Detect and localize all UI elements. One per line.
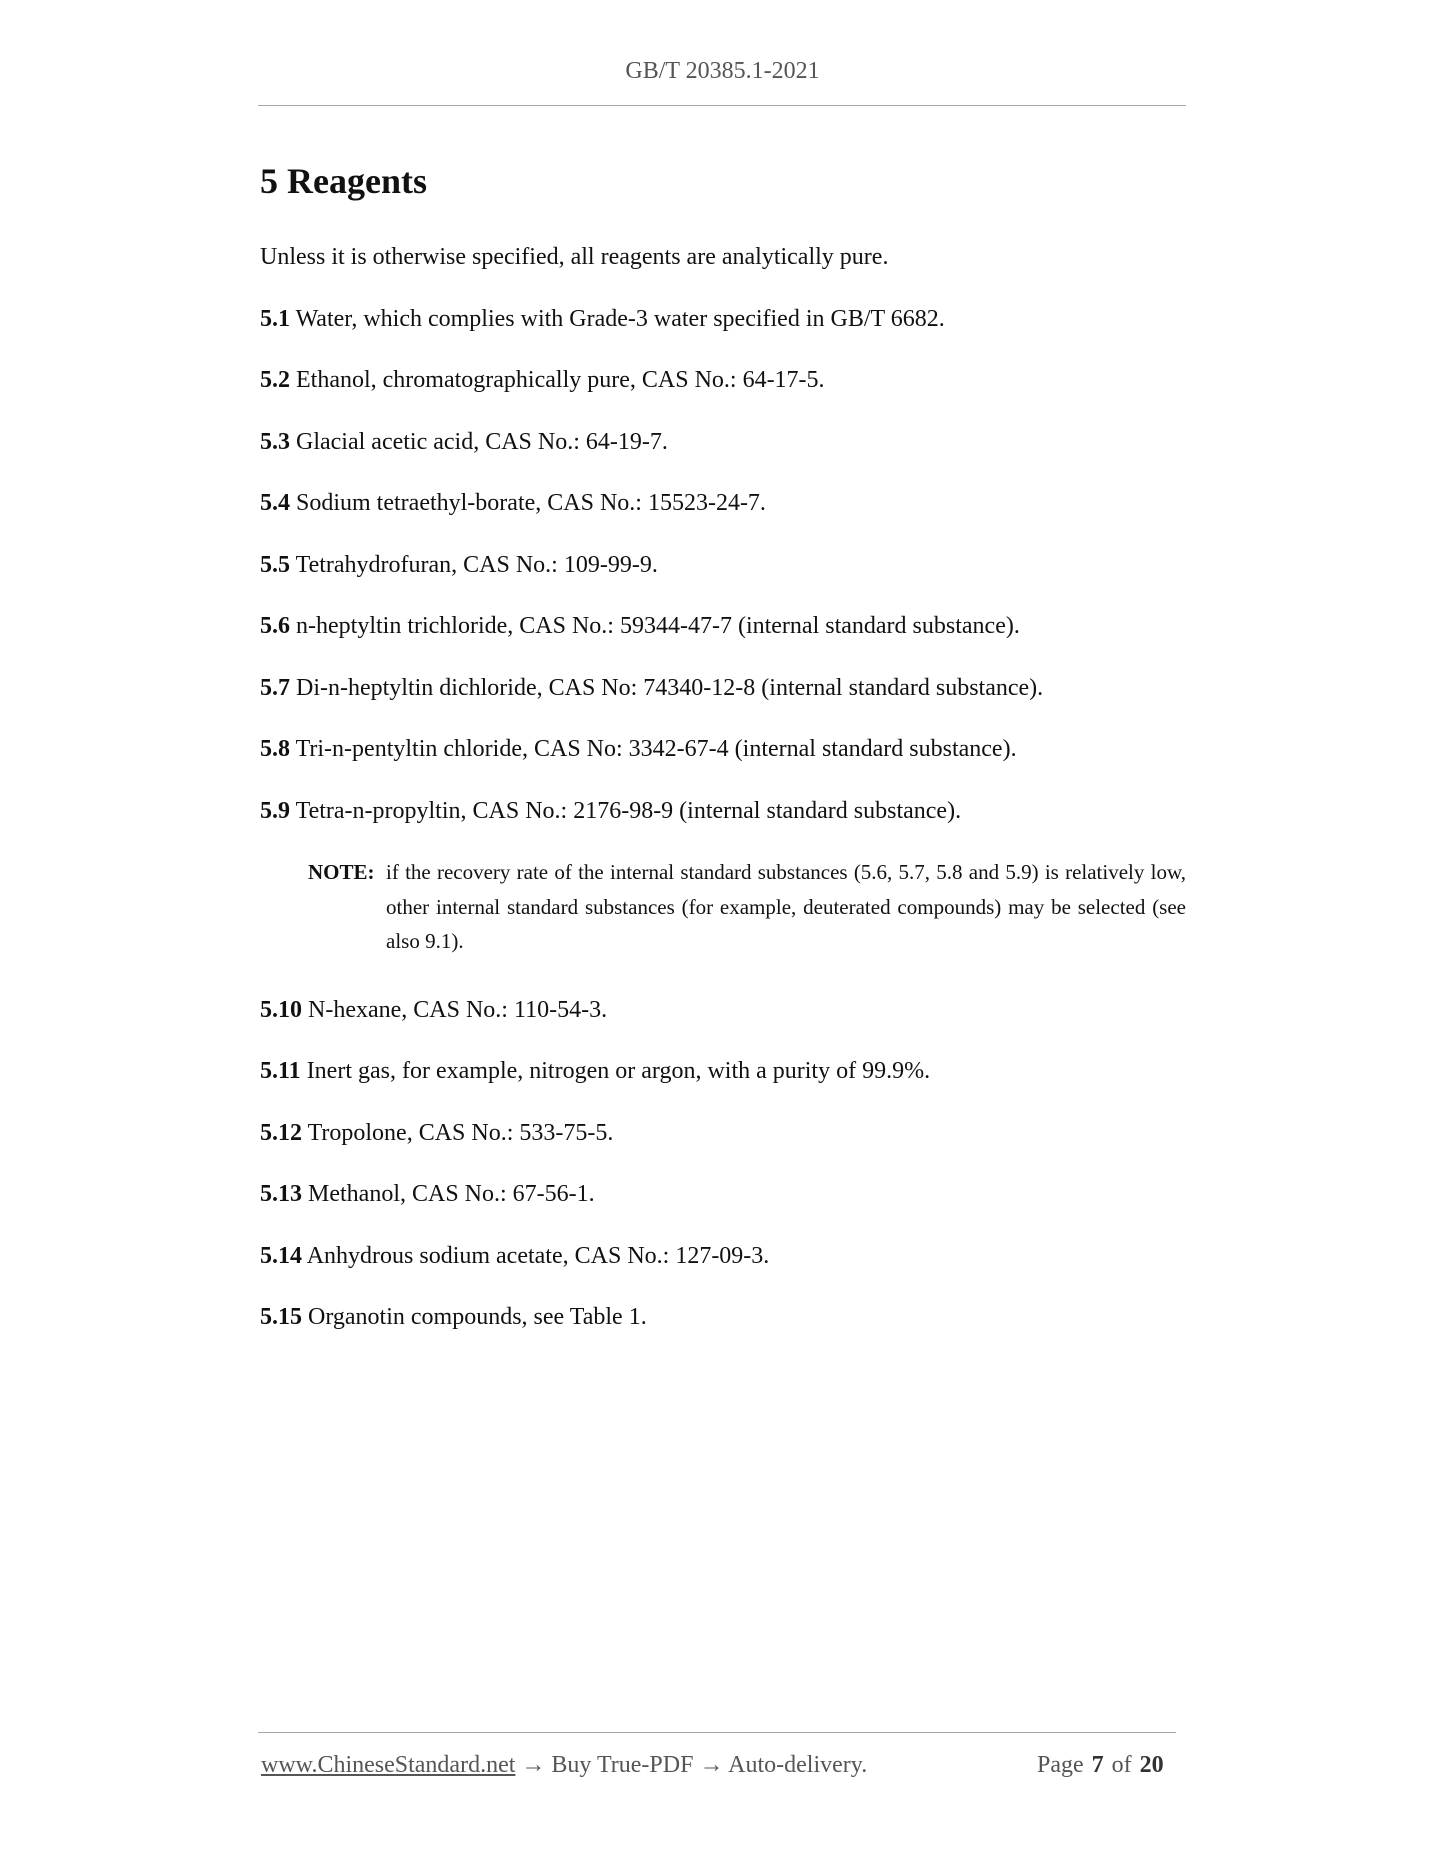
reagent-item bbox=[260, 1179, 1186, 1209]
item-text: Anhydrous sodium acetate, CAS No.: 127-09-3. bbox=[306, 1242, 770, 1269]
item-number: 5.4 bbox=[260, 490, 290, 516]
reagent-item bbox=[260, 734, 1186, 764]
page-number: 7 bbox=[1091, 1752, 1104, 1778]
reagent-item bbox=[260, 995, 1186, 1025]
note-label: NOTE: bbox=[308, 860, 375, 884]
reagent-item bbox=[260, 488, 1186, 518]
reagent-item bbox=[260, 611, 1186, 641]
item-number: 5.10 bbox=[260, 996, 302, 1023]
reagent-item bbox=[260, 1241, 1186, 1271]
intro-paragraph: Unless it is otherwise specified, all reagents are analytically pure. bbox=[260, 244, 889, 270]
item-text: Tri-n-pentyltin chloride, CAS No: 3342-67-4 (internal standard substance). bbox=[295, 736, 1017, 762]
item-number: 5.14 bbox=[260, 1242, 302, 1269]
reagent-item bbox=[260, 304, 1186, 334]
of-label: of bbox=[1111, 1752, 1132, 1778]
page-indicator bbox=[1037, 1752, 1164, 1779]
reagent-item bbox=[260, 673, 1186, 703]
section-heading: 5 Reagents bbox=[260, 161, 427, 201]
item-number: 5.9 bbox=[260, 797, 290, 824]
note-text: if the recovery rate of the internal standard substances (5.6, 5.7, 5.8 and 5.9) is relatively low, other internal standard substances (for example, deuterated compounds) may be selected (see also 9.1). bbox=[386, 860, 1186, 953]
item-text: Methanol, CAS No.: 67-56-1. bbox=[308, 1181, 595, 1207]
reagent-item bbox=[260, 796, 1186, 826]
item-number: 5.5 bbox=[260, 551, 290, 578]
item-text: Tetrahydrofuran, CAS No.: 109-99-9. bbox=[295, 551, 658, 578]
item-number: 5.6 bbox=[260, 613, 290, 639]
item-number: 5.2 bbox=[260, 367, 290, 393]
item-text: Ethanol, chromatographically pure, CAS No.: 64-17-5. bbox=[296, 367, 825, 393]
reagent-item bbox=[260, 1056, 1186, 1086]
item-text: Organotin compounds, see Table 1. bbox=[308, 1304, 647, 1330]
item-text: Di-n-heptyltin dichloride, CAS No: 74340-12-8 (internal standard substance). bbox=[296, 674, 1044, 701]
note-block bbox=[308, 855, 1186, 959]
item-number: 5.13 bbox=[260, 1181, 302, 1207]
running-header: GB/T 20385.1-2021 bbox=[625, 58, 820, 84]
page-label: Page bbox=[1037, 1752, 1084, 1778]
reagent-item bbox=[260, 365, 1186, 395]
website-link[interactable]: www.ChineseStandard.net bbox=[261, 1752, 516, 1778]
total-pages: 20 bbox=[1139, 1752, 1164, 1778]
buy-text: Buy True-PDF bbox=[551, 1752, 694, 1778]
item-number: 5.3 bbox=[260, 428, 290, 455]
item-text: n-heptyltin trichloride, CAS No.: 59344-47-7 (internal standard substance). bbox=[296, 613, 1020, 639]
item-number: 5.8 bbox=[260, 736, 290, 762]
item-number: 5.7 bbox=[260, 674, 290, 701]
item-text: Tetra-n-propyltin, CAS No.: 2176-98-9 (internal standard substance). bbox=[295, 797, 962, 824]
reagent-item bbox=[260, 1302, 1186, 1332]
header-divider bbox=[258, 105, 1186, 106]
item-number: 5.15 bbox=[260, 1304, 302, 1330]
item-text: Sodium tetraethyl-borate, CAS No.: 15523-24-7. bbox=[296, 490, 766, 516]
item-text: Inert gas, for example, nitrogen or argon, with a purity of 99.9%. bbox=[306, 1058, 931, 1084]
reagent-item bbox=[260, 427, 1186, 457]
reagent-item bbox=[260, 1118, 1186, 1148]
section-body bbox=[260, 242, 1186, 1364]
arrow-right-icon: → bbox=[521, 1752, 546, 1778]
footer-promo bbox=[261, 1752, 867, 1779]
footer-divider bbox=[258, 1732, 1176, 1733]
item-text: Glacial acetic acid, CAS No.: 64-19-7. bbox=[296, 428, 668, 455]
delivery-text: Auto-delivery. bbox=[728, 1752, 868, 1778]
item-number: 5.11 bbox=[260, 1058, 301, 1084]
arrow-right-icon: → bbox=[699, 1752, 724, 1778]
item-number: 5.12 bbox=[260, 1119, 302, 1146]
item-text: Tropolone, CAS No.: 533-75-5. bbox=[307, 1119, 614, 1146]
reagent-item bbox=[260, 550, 1186, 580]
item-number: 5.1 bbox=[260, 305, 290, 332]
item-text: N-hexane, CAS No.: 110-54-3. bbox=[308, 996, 608, 1023]
item-text: Water, which complies with Grade-3 water specified in GB/T 6682. bbox=[295, 305, 945, 332]
